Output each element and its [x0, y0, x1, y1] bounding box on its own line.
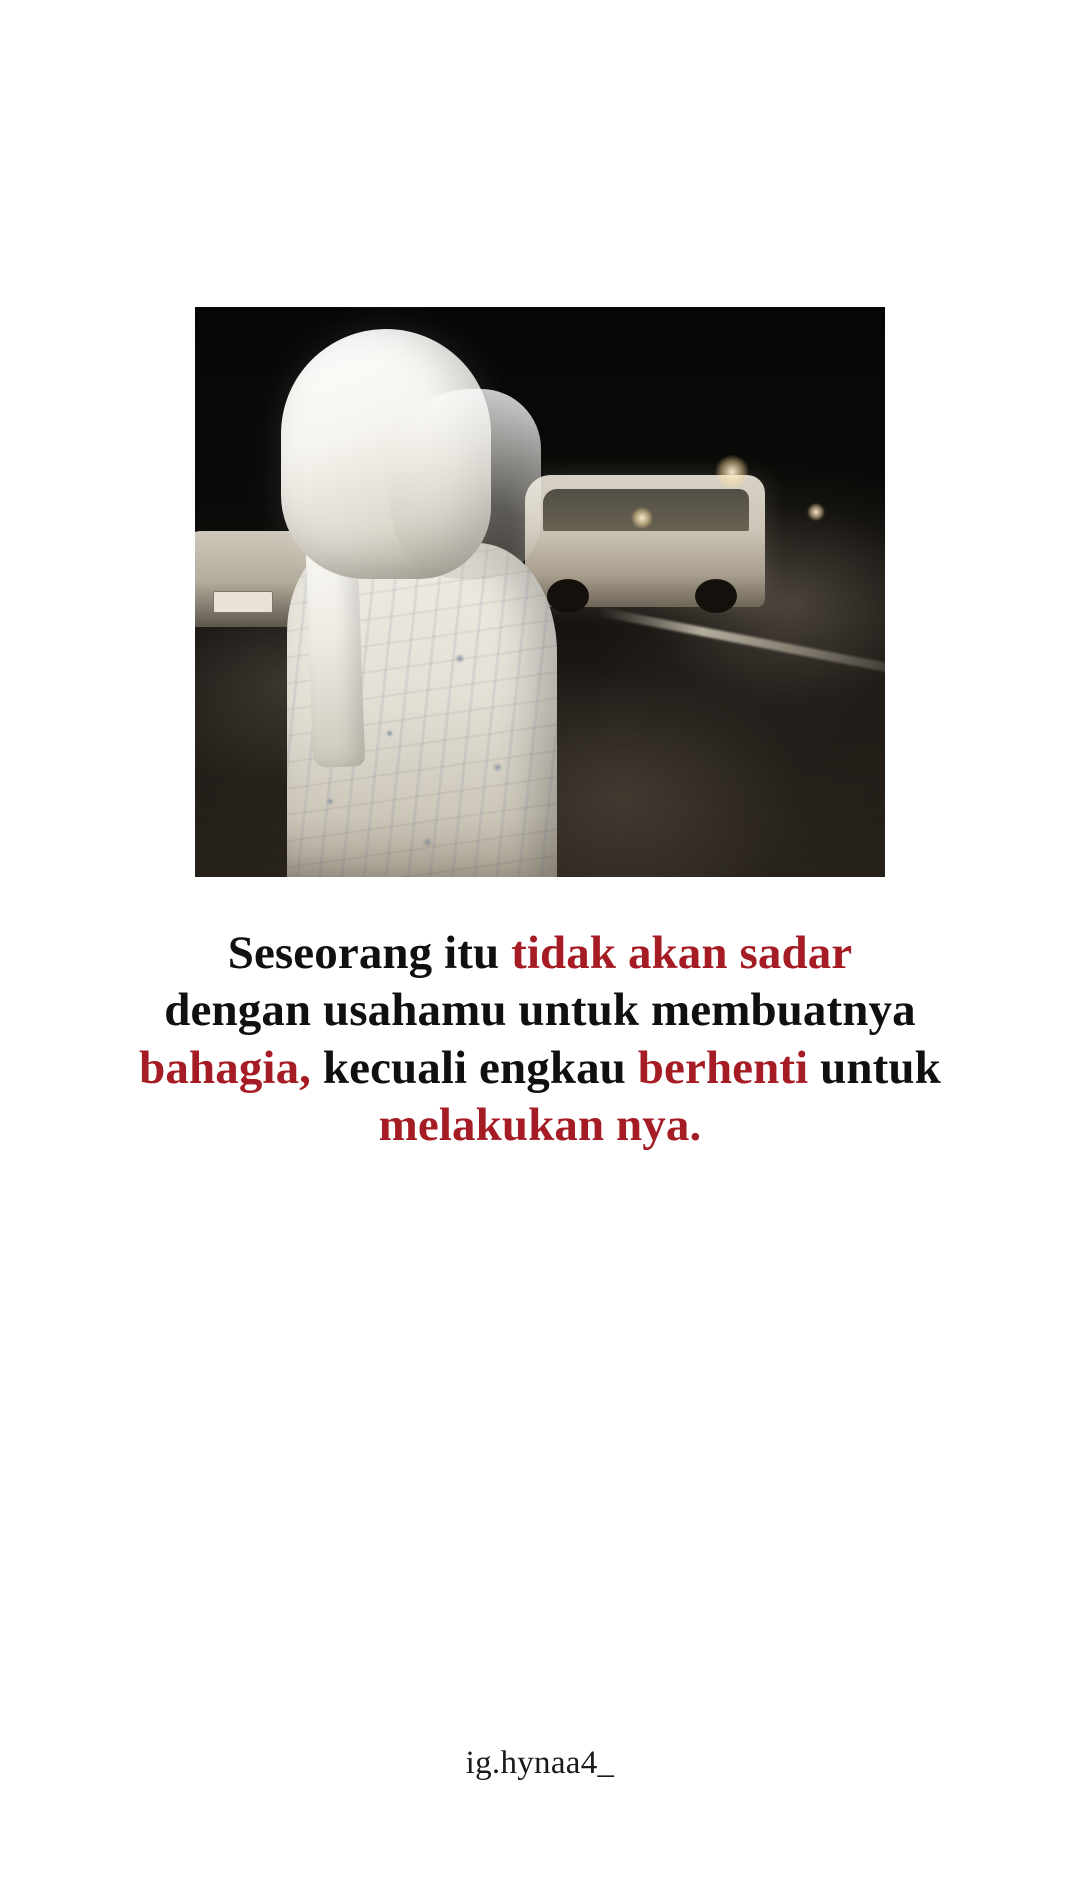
quote-highlight: bahagia,: [139, 1041, 312, 1094]
quote-plain: dengan usahamu untuk membuatnya: [164, 984, 916, 1037]
photo-frame: [195, 307, 885, 877]
instagram-handle: ig.hynaa4_: [465, 1745, 615, 1781]
quote-line: [90, 1097, 990, 1154]
quote-highlight: melakukan nya.: [378, 1098, 702, 1151]
quote-line: [90, 1040, 990, 1097]
quote-highlight: tidak akan sadar: [511, 927, 853, 979]
quote-line: [90, 982, 990, 1039]
night-street-photo: [195, 307, 885, 877]
photo-vignette: [195, 307, 885, 877]
quote-plain: untuk: [808, 1041, 941, 1094]
quote-line: [90, 925, 990, 982]
quote-plain: Seseorang itu: [227, 927, 512, 979]
quote-text: [90, 925, 990, 1154]
quote-highlight: berhenti: [637, 1041, 809, 1094]
quote-plain: kecuali engkau: [311, 1041, 638, 1094]
